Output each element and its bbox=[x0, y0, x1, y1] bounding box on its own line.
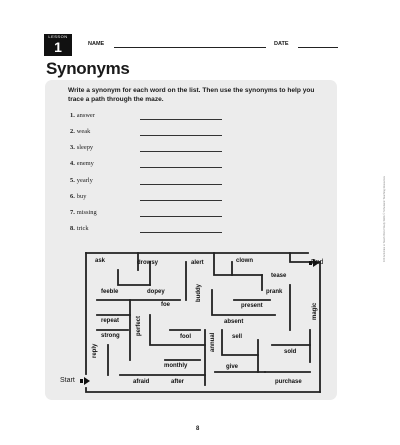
list-item: 5. yearly bbox=[70, 177, 93, 184]
list-item: 8. trick bbox=[70, 225, 89, 232]
maze-word-annual: annual bbox=[210, 332, 216, 352]
maze-word-tease: tease bbox=[271, 273, 287, 279]
list-item: 2. weak bbox=[70, 128, 91, 135]
maze-word-absent: absent bbox=[224, 319, 244, 325]
maze-word-fool: fool bbox=[180, 334, 191, 340]
maze-word-clown: clown bbox=[236, 258, 254, 264]
maze-word-purchase: purchase bbox=[275, 379, 302, 385]
maze-word-feeble: feeble bbox=[101, 289, 119, 295]
maze-word-ask: ask bbox=[95, 258, 106, 264]
lesson-word: LESSON bbox=[48, 34, 68, 39]
maze-start-label: Start bbox=[60, 377, 75, 384]
name-label: NAME bbox=[88, 41, 105, 47]
lesson-number: 1 bbox=[54, 39, 62, 55]
maze-word-after: after bbox=[171, 379, 185, 385]
maze-word-reply: reply bbox=[92, 343, 98, 358]
maze-word-drowsy: drowsy bbox=[137, 260, 159, 266]
maze-word-sold: sold bbox=[284, 349, 297, 355]
list-item: 3. sleepy bbox=[70, 144, 94, 151]
maze-word-monthly: monthly bbox=[164, 363, 188, 369]
maze-word-sell: sell bbox=[232, 334, 243, 340]
page-title: Synonyms bbox=[46, 59, 130, 78]
maze-word-foe: foe bbox=[161, 302, 170, 308]
start-arrow-icon bbox=[80, 377, 90, 385]
maze-word-afraid: afraid bbox=[133, 379, 150, 385]
page-number: 8 bbox=[196, 426, 200, 432]
maze-word-give: give bbox=[226, 364, 239, 370]
maze-word-repeat: repeat bbox=[101, 318, 120, 324]
instructions: Write a synonym for each word on the list. Then use the synonyms to help you trace a path through the maze. bbox=[68, 87, 315, 103]
side-credit: 100 Activities to Teach Word Study Skills © Scholastic Teaching Resources bbox=[383, 176, 386, 262]
maze-word-buddy: buddy bbox=[196, 284, 202, 302]
list-item: 7. missing bbox=[70, 209, 97, 216]
list-item: 4. enemy bbox=[70, 160, 94, 167]
list-item: 1. answer bbox=[70, 112, 95, 119]
maze-word-alert: alert bbox=[191, 260, 204, 266]
maze-word-dopey: dopey bbox=[147, 289, 165, 295]
maze-word-strong: strong bbox=[101, 333, 120, 339]
maze-word-present: present bbox=[241, 303, 263, 309]
maze-end-label: End bbox=[311, 259, 324, 266]
date-label: DATE bbox=[274, 41, 289, 47]
list-item: 6. buy bbox=[70, 193, 87, 200]
maze-word-perfect: perfect bbox=[136, 315, 142, 336]
maze-word-magic: magic bbox=[312, 302, 318, 320]
maze-word-prank: prank bbox=[266, 289, 283, 295]
